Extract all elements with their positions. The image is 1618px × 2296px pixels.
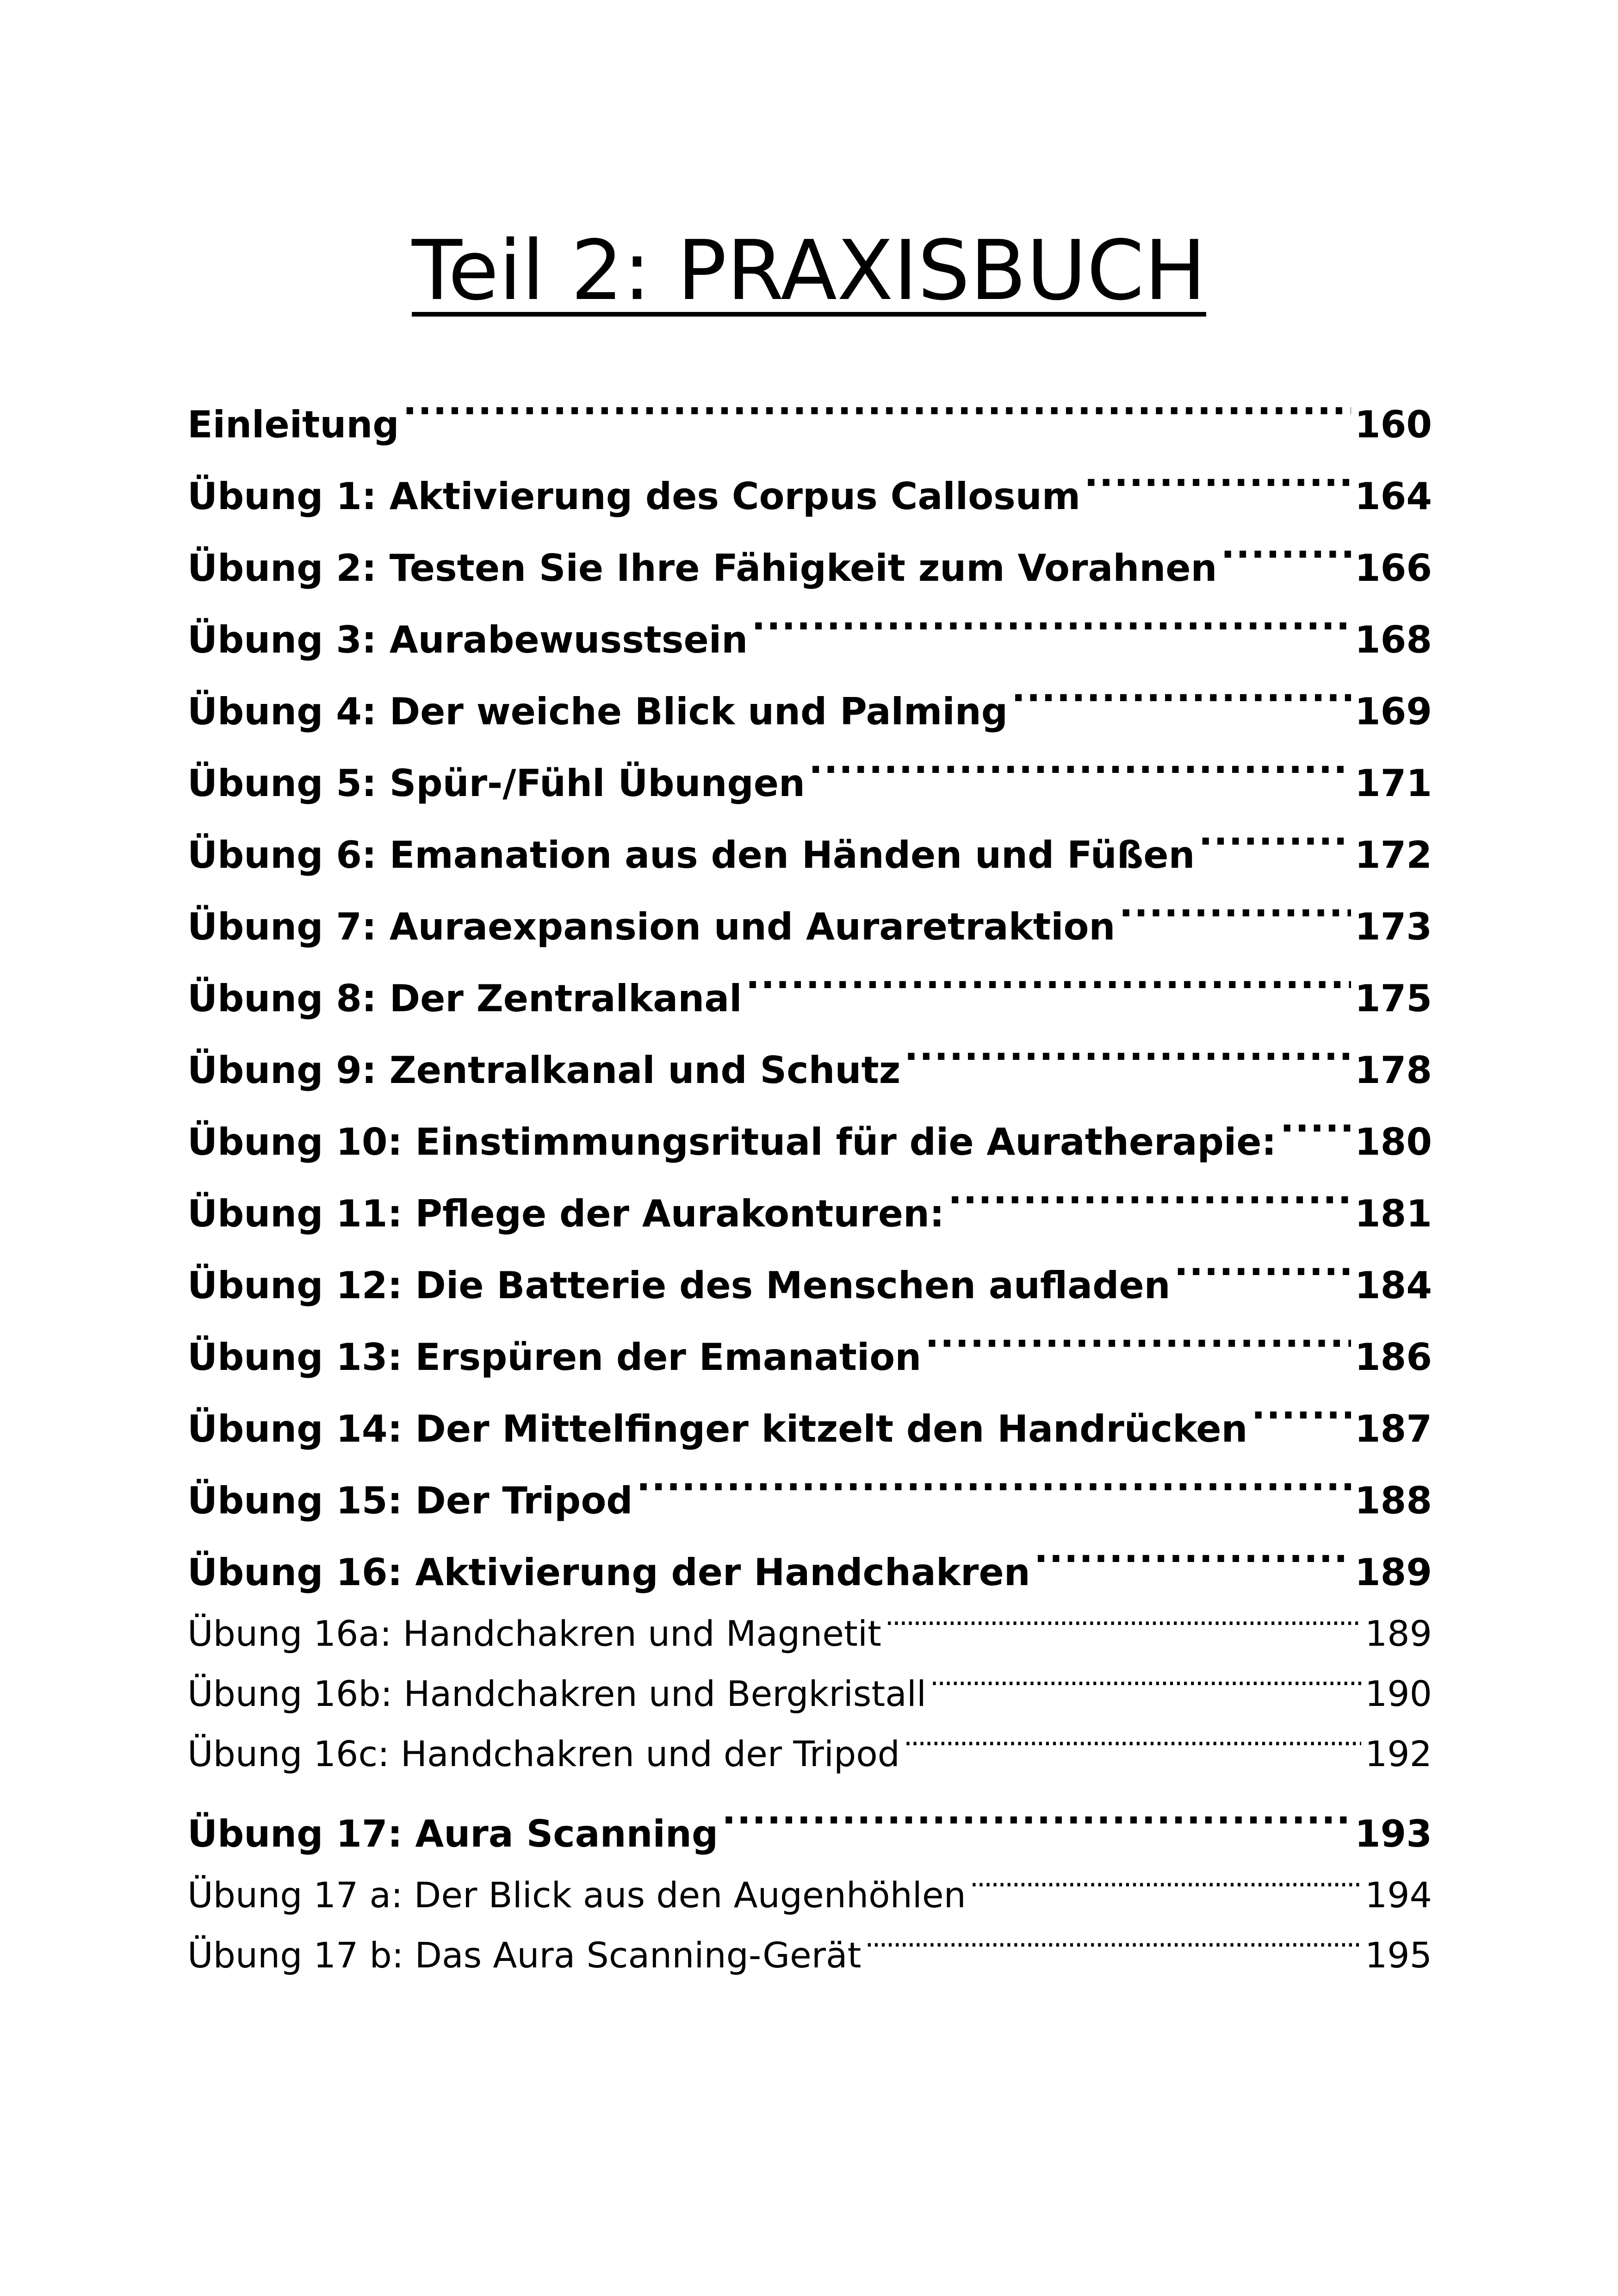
toc-subentry-label: Übung 16c: Handchakren und der Tripod [187,1733,900,1774]
dot-leader [1084,472,1351,509]
dot-leader [1251,1405,1351,1442]
toc-subentry [187,1604,1432,1664]
toc-entry-page: 171 [1355,762,1432,805]
dot-leader [1011,687,1351,724]
toc-subentry-label: Übung 16a: Handchakren und Magnetit [187,1613,881,1654]
toc-entry [187,1321,1432,1393]
dot-leader [751,616,1351,653]
toc-subentry-page: 192 [1364,1733,1432,1774]
toc-entry-page: 189 [1355,1551,1432,1594]
toc-entry [187,460,1432,532]
dot-leader [722,1810,1351,1847]
dot-leader [809,759,1351,796]
toc-entry [187,891,1432,963]
toc-entry-label: Übung 9: Zentralkanal und Schutz [187,1049,901,1092]
toc-entry-page: 193 [1355,1812,1432,1855]
toc-entry-page: 187 [1355,1407,1432,1450]
toc-entry-page: 160 [1355,403,1432,446]
dot-leader [925,1333,1351,1370]
toc-entry-label: Übung 6: Emanation aus den Händen und Füßen [187,834,1195,877]
toc-entry [187,389,1432,460]
dot-leader [1034,1548,1351,1585]
dot-leader [1280,1118,1351,1155]
toc-entry-page: 186 [1355,1336,1432,1379]
toc-entry-page: 181 [1355,1192,1432,1235]
toc-entry-page: 169 [1355,690,1432,733]
dot-leader [930,1671,1361,1706]
dot-leader [948,1189,1351,1226]
toc-entry [187,819,1432,891]
toc-entry-label: Übung 14: Der Mittelfinger kitzelt den Handrücken [187,1407,1248,1450]
toc-entry-page: 168 [1355,618,1432,661]
table-of-contents [187,389,1432,1985]
toc-subentry [187,1724,1432,1784]
toc-entry [187,1250,1432,1321]
toc-subentry [187,1664,1432,1724]
toc-entry-label: Übung 5: Spür-/Fühl Übungen [187,762,805,805]
toc-subentry-page: 195 [1364,1935,1432,1976]
toc-entry-page: 175 [1355,977,1432,1020]
dot-leader [1198,831,1351,868]
toc-entry-label: Übung 15: Der Tripod [187,1479,633,1522]
toc-entry [187,1178,1432,1250]
dot-leader [904,1046,1351,1083]
toc-entry [187,1034,1432,1106]
toc-subentry-page: 190 [1364,1673,1432,1714]
toc-entry [187,1106,1432,1178]
toc-entry-label: Übung 7: Auraexpansion und Auraretraktion [187,905,1116,948]
toc-subentry-page: 194 [1364,1874,1432,1916]
toc-entry-page: 172 [1355,834,1432,877]
toc-entry-label: Übung 10: Einstimmungsritual für die Auratherapie: [187,1120,1277,1164]
toc-subentry-page: 189 [1364,1613,1432,1654]
toc-entry-label: Übung 12: Die Batterie des Menschen aufladen [187,1264,1171,1307]
toc-subentry-label: Übung 17 b: Das Aura Scanning-Gerät [187,1935,862,1976]
toc-entry [187,604,1432,676]
dot-leader [885,1611,1361,1646]
toc-entry-page: 166 [1355,547,1432,590]
dot-leader [1119,902,1351,940]
dot-leader [1221,544,1351,581]
toc-entry-label: Übung 17: Aura Scanning [187,1812,719,1855]
toc-entry-page: 188 [1355,1479,1432,1522]
toc-entry [187,676,1432,747]
toc-subentry [187,1865,1432,1925]
toc-entry [187,963,1432,1034]
toc-subentry-label: Übung 16b: Handchakren und Bergkristall [187,1673,927,1714]
toc-entry-page: 164 [1355,475,1432,518]
page-title [0,218,1618,324]
toc-entry-label: Übung 16: Aktivierung der Handchakren [187,1551,1030,1594]
toc-entry-label: Übung 2: Testen Sie Ihre Fähigkeit zum Vorahnen [187,547,1217,590]
toc-entry-label: Übung 13: Erspüren der Emanation [187,1336,922,1379]
dot-leader [1174,1261,1351,1298]
toc-entry-label: Übung 3: Aurabewusstsein [187,618,748,661]
toc-entry [187,1465,1432,1537]
toc-entry [187,532,1432,604]
dot-leader [904,1731,1361,1766]
toc-entry-page: 173 [1355,905,1432,948]
toc-entry [187,1537,1432,1608]
toc-entry-page: 178 [1355,1049,1432,1092]
toc-entry-page: 180 [1355,1120,1432,1164]
toc-entry-label: Übung 1: Aktivierung des Corpus Callosum [187,475,1081,518]
toc-subentry-label: Übung 17 a: Der Blick aus den Augenhöhlen [187,1874,966,1916]
toc-entry-label: Einleitung [187,403,399,446]
dot-leader [970,1872,1361,1907]
page-title-text: Teil 2: PRAXISBUCH [412,223,1206,318]
toc-entry-label: Übung 11: Pflege der Aurakonturen: [187,1192,944,1235]
dot-leader [637,1476,1351,1513]
toc-entry-label: Übung 4: Der weiche Blick und Palming [187,690,1008,733]
dot-leader [865,1932,1361,1967]
toc-entry [187,1393,1432,1465]
toc-entry-page: 184 [1355,1264,1432,1307]
toc-entry [187,1798,1432,1870]
toc-subentry [187,1925,1432,1985]
toc-entry-label: Übung 8: Der Zentralkanal [187,977,742,1020]
toc-entry [187,747,1432,819]
dot-leader [403,400,1351,437]
dot-leader [746,974,1351,1011]
